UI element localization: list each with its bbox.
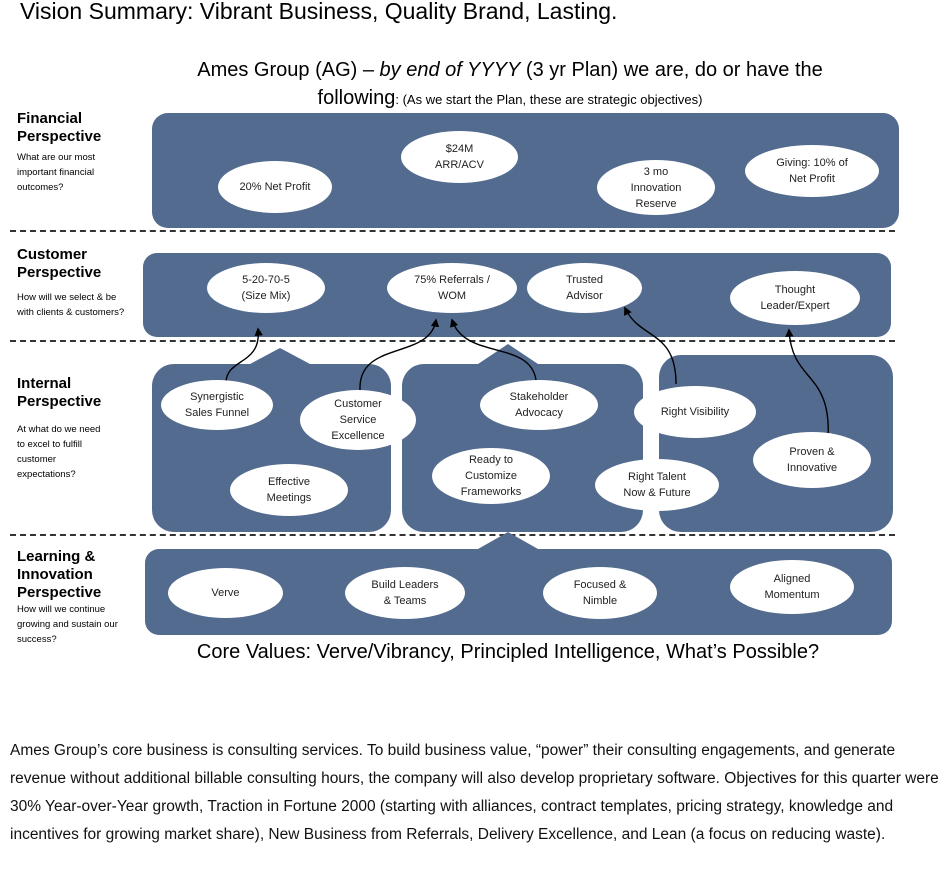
objective-thought-leader: Thought Leader/Expert [730,271,860,325]
objective-arr-acv: $24M ARR/ACV [401,131,518,183]
heading-line-2: following: (As we start the Plan, these are strategic objectives) [317,87,703,109]
heading-line-1: Ames Group (AG) – by end of YYYY (3 yr Plan) we are, do or have the [197,59,823,81]
internal-perspective-title: Internal Perspective [17,375,102,410]
objective-aligned-momentum: Aligned Momentum [730,560,854,614]
connector-tab-internal-left [250,348,310,364]
page-title: Vision Summary: Vibrant Business, Quality Brand, Lasting. [20,0,618,24]
objective-innovation-reserve: 3 mo Innovation Reserve [597,160,715,215]
financial-perspective-question: What are our most important financial outcomes? [17,152,96,193]
separator-financial-customer [10,230,895,232]
objective-service-excellence: Customer Service Excellence [300,390,416,450]
separator-customer-internal [10,340,895,342]
separator-internal-learning [10,534,895,536]
customer-perspective-title: Customer Perspective [17,246,102,281]
core-values: Core Values: Verve/Vibrancy, Principled Intelligence, What’s Possible? [196,641,820,663]
objective-customize-frameworks: Ready to Customize Frameworks [432,448,550,504]
objective-verve: Verve [168,568,283,618]
objective-size-mix: 5-20-70-5 (Size Mix) [207,263,325,313]
objective-referrals-wom: 75% Referrals / WOM [387,263,517,313]
financial-perspective-title: Financial Perspective [17,110,102,145]
objective-right-talent: Right Talent Now & Future [595,459,719,511]
objective-effective-meetings: Effective Meetings [230,464,348,516]
learning-perspective-question: How will we continue growing and sustain our success? [17,604,118,645]
description-paragraph: Ames Group’s core business is consulting services. To build business value, “power” their consulting engagements, and generate revenue without additional billable consulting hours, the company will also develop proprietary software. Objectives for this quarter were 30% Year-over-Year growth, Traction in Fortune 2000 (starting with alliances, contract templates, pricing strategy, knowledge and incentives for growing market share), New Business from Referrals, Delivery Excellence, and Lean (a focus on reducing waste). [10,742,939,843]
customer-perspective-question: How will we select & be with clients & customers? [17,292,125,318]
objective-build-leaders: Build Leaders & Teams [345,567,465,619]
plan-heading [150,56,870,114]
objective-stakeholder-advocacy: Stakeholder Advocacy [480,380,598,430]
objective-right-visibility: Right Visibility [634,386,756,438]
objective-sales-funnel: Synergistic Sales Funnel [161,380,273,430]
objective-trusted-advisor: Trusted Advisor [527,263,642,313]
objective-net-profit: 20% Net Profit [218,161,332,213]
objective-proven-innovative: Proven & Innovative [753,432,871,488]
objective-focused-nimble: Focused & Nimble [543,567,657,619]
connector-tab-internal-middle [478,344,538,364]
objective-giving: Giving: 10% of Net Profit [745,145,879,197]
internal-perspective-question: At what do we need to excel to fulfill customer expectations? [17,424,101,480]
learning-perspective-title: Learning & Innovation Perspective [17,548,102,601]
